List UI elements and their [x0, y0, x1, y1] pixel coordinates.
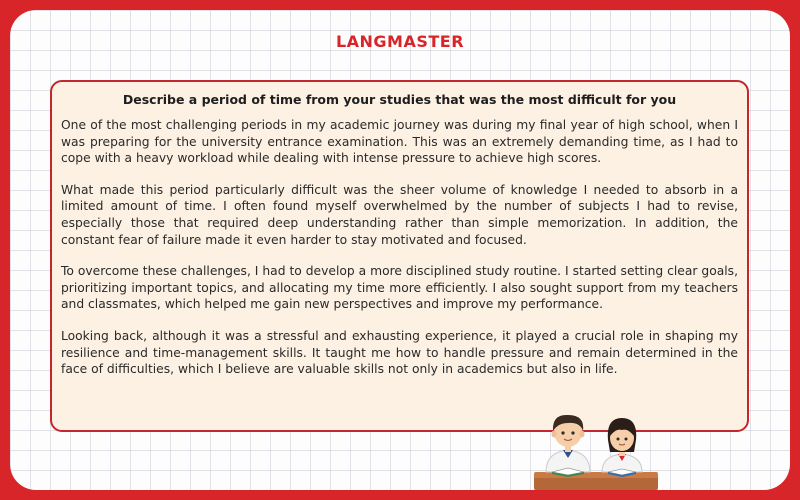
- answer-paragraph-4: Looking back, although it was a stressful and exhausting experience, it played a crucial role in shaping my resilience and time-management skills. It taught me how to handle pressure and remain determined in the face of difficulties, which I believe are valuable skills not only in academics but also in life.: [61, 328, 738, 377]
- girl-student: [602, 418, 642, 472]
- page-canvas: [10, 10, 790, 490]
- answer-paragraph-1: One of the most challenging periods in my academic journey was during my final year of high school, when I was preparing for the university entrance examination. This was an extremely demanding time, as I had to cope with a heavy workload while dealing with intense pressure to achieve high scores.: [61, 118, 738, 166]
- answer-paragraph-3: To overcome these challenges, I had to develop a more disciplined study routine. I started setting clear goals, prioritizing important topics, and allocating my time more efficiently. I also sought support from my teachers and classmates, which helped me gain new perspectives and improve my performance.: [61, 264, 738, 312]
- langmaster-logo: LANGMASTER: [335, 32, 465, 51]
- boy-student: [546, 415, 590, 472]
- desk: [534, 472, 658, 490]
- students-studying-illustration: [530, 406, 662, 490]
- answer-card: [50, 80, 749, 432]
- answer-paragraph-2: What made this period particularly difficult was the sheer volume of knowledge I needed to absorb in a limited amount of time. I often found myself overwhelmed by the number of subjects I had to revise, especially those that required deep understanding rather than simple memorization. In addition, the constant fear of failure made it even harder to stay motivated and focused.: [61, 182, 738, 247]
- question-title: Describe a period of time from your studies that was the most difficult for you: [122, 92, 677, 107]
